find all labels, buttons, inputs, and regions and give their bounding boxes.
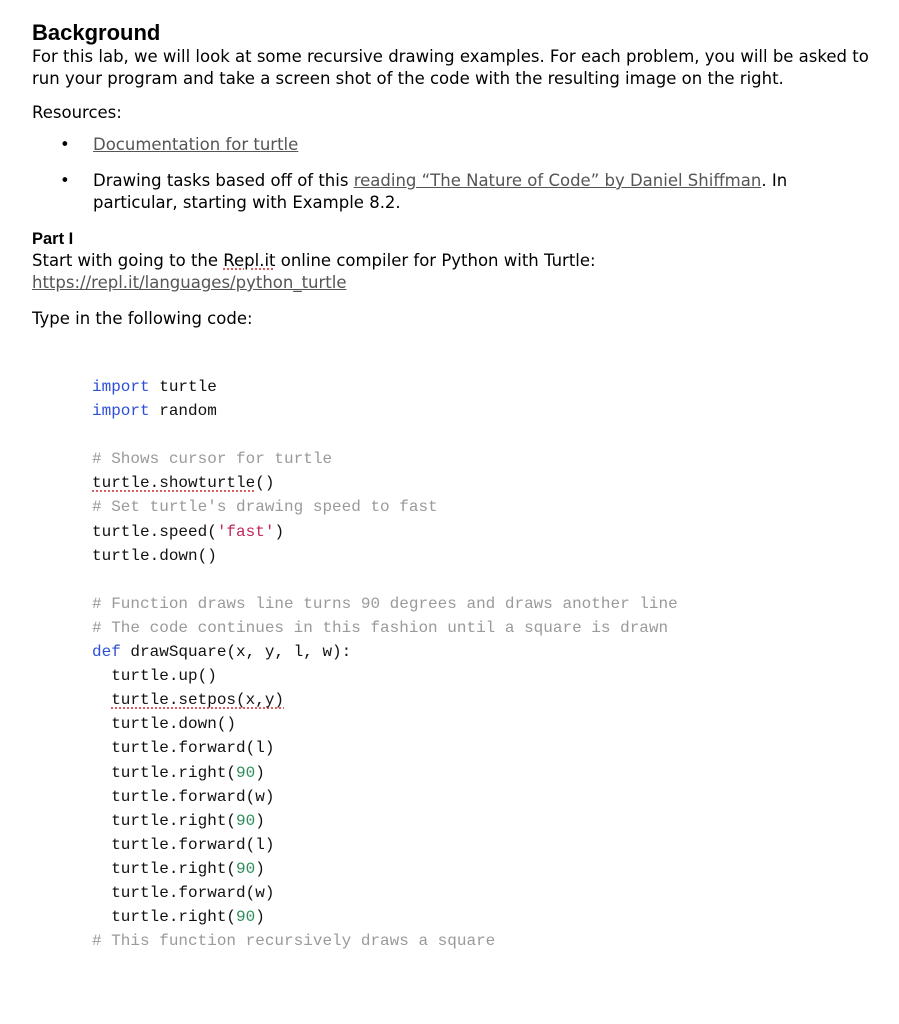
code-text: turtle	[159, 378, 217, 396]
code-text: turtle.setpos(x,y)	[111, 691, 285, 710]
part1-text-pre: Start with going to the	[32, 251, 224, 270]
code-comment: # Function draws line turns 90 degrees and draws another line	[92, 594, 678, 613]
code-text: turtle.forward(l)	[111, 739, 275, 758]
typein-label: Type in the following code:	[32, 309, 253, 328]
intro-paragraph: For this lab, we will look at some recursive drawing examples. For each problem, you will be asked to run your program and take a screen shot of the code with the resulting image on the right.	[32, 47, 869, 88]
list-item	[32, 170, 872, 214]
replit-url-link[interactable]: https://repl.it/languages/python_turtle	[32, 273, 347, 292]
code-keyword: def	[92, 643, 121, 662]
bullet-icon: •	[60, 135, 70, 154]
code-text: turtle.down()	[111, 715, 237, 734]
code-text: random	[159, 402, 217, 421]
code-block: import turtle import random # Shows cursor for turtle turtle.showturtle() # Set turtle's drawing speed to fast turtle.speed('fast') turtle.down() # Function draws line turns 90 degrees and draws another line # The code continues in this fashion until a square is drawn def drawSquare(x, y, l, w): turtle.up() turtle.setpos(x,y) turtle.down() turtle.forward(l) turtle.right(90) turtle.forward(w) turtle.right(90) turtle.forward(l) turtle.right(90) turtle.forward(w) turtle.right(90) # This function recursively draws a square	[92, 378, 678, 951]
code-number: 90	[236, 859, 256, 878]
code-text: turtle.up()	[111, 667, 217, 686]
part1-paragraph	[32, 250, 872, 294]
code-number: 90	[236, 763, 256, 782]
code-text: turtle.speed(	[92, 522, 217, 541]
nature-of-code-link[interactable]: reading “The Nature of Code” by Daniel Shiffman	[353, 171, 762, 190]
code-comment: # The code continues in this fashion until a square is drawn	[92, 618, 669, 637]
replit-word: Repl.it	[223, 251, 276, 270]
code-number: 90	[236, 908, 256, 927]
code-text: turtle.showturtle	[92, 474, 256, 493]
code-keyword: import	[92, 378, 150, 396]
reading-text-pre: Drawing tasks based off of this	[93, 171, 354, 190]
document-page	[32, 20, 872, 330]
code-text: drawSquare(x, y, l, w):	[130, 643, 352, 662]
list-item	[32, 134, 872, 156]
code-comment: # Set turtle's drawing speed to fast	[92, 498, 438, 517]
bullet-icon: •	[60, 171, 70, 190]
code-text: turtle.right(	[111, 859, 237, 878]
code-keyword: import	[92, 402, 150, 421]
code-text: turtle.right(	[111, 908, 237, 927]
code-text: turtle.forward(w)	[111, 883, 275, 902]
code-number: 90	[236, 811, 256, 830]
resources-list	[32, 134, 872, 214]
turtle-docs-link[interactable]: Documentation for turtle	[93, 135, 299, 154]
code-comment: # This function recursively draws a square	[92, 932, 496, 951]
code-string: 'fast'	[216, 522, 275, 541]
code-text: turtle.right(	[111, 811, 237, 830]
code-comment: # Shows cursor for turtle	[92, 450, 333, 469]
code-text: turtle.forward(l)	[111, 835, 275, 854]
code-text: turtle.down()	[92, 546, 217, 565]
background-heading: Background	[32, 20, 161, 45]
code-text: turtle.forward(w)	[111, 787, 275, 806]
reading-text-post: . In particular, starting with Example 8.2.	[93, 171, 788, 212]
code-text: turtle.right(	[111, 763, 237, 782]
part1-text-mid: online compiler for Python with Turtle:	[275, 251, 596, 270]
part1-heading: Part I	[32, 230, 74, 248]
resources-label: Resources:	[32, 103, 122, 122]
